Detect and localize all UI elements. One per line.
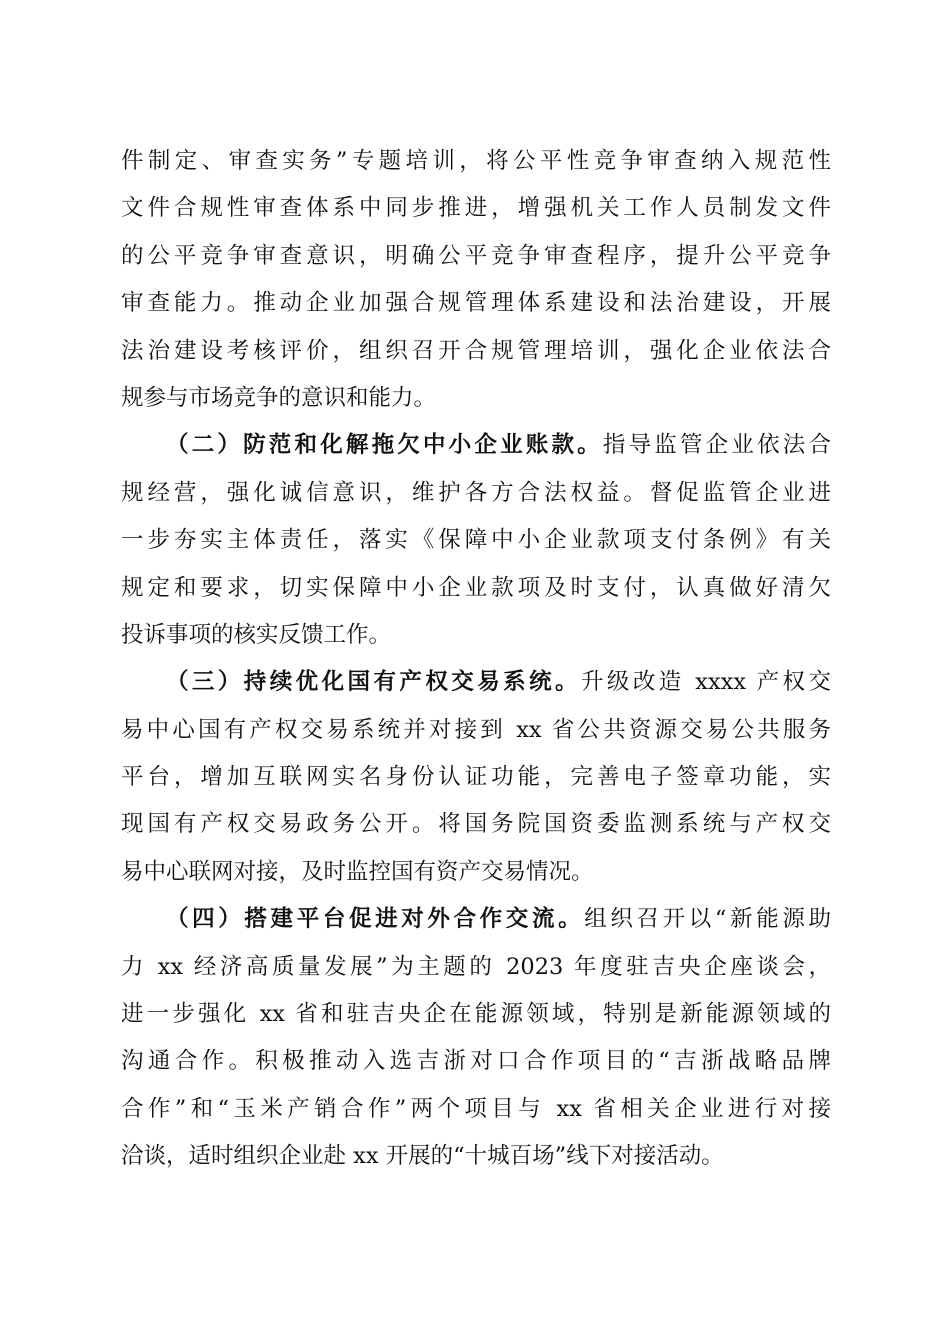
paragraph-line: 投诉事项的核实反馈工作。 [121,621,392,648]
paragraph-2 [121,422,831,659]
paragraph-line: 一步夯实主体责任，落实《保障中小企业款项支付条例》有关 [121,527,831,554]
paragraph-line: 法治建设考核评价，组织召开合规管理培训，强化企业依法合 [121,337,831,364]
paragraph-line: 规参与市场竞争的意识和能力。 [121,384,437,411]
paragraph-line: 平台，增加互联网实名身份认证功能，完善电子签章功能，实 [121,764,831,791]
paragraph-line: 进一步强化 xx 省和驻吉央企在能源领域，特别是新能源领域的 [121,1001,831,1028]
section-heading: （二）防范和化解拖欠中小企业账款。 [166,432,603,459]
paragraph-line: 易中心国有产权交易系统并对接到 xx 省公共资源交易公共服务 [121,716,831,743]
document-body [121,138,831,1181]
paragraph-line: 现国有产权交易政务公开。将国务院国资委监测系统与产权交 [121,811,831,838]
paragraph-text: 指导监管企业依法合 [602,432,831,459]
paragraph-line: 审查能力。推动企业加强合规管理体系建设和法治建设，开展 [121,290,831,317]
paragraph-line: 件制定、审查实务”专题培训，将公平性竞争审查纳入规范性 [121,148,831,174]
paragraph-3 [121,659,831,896]
section-heading: （三）持续优化国有产权交易系统。 [166,669,581,696]
paragraph-1 [121,138,831,422]
paragraph-first-line [121,422,831,469]
paragraph-line: 合作”和“玉米产销合作”两个项目与 xx 省相关企业进行对接 [121,1095,831,1122]
paragraph-line: 的公平竞争审查意识，明确公平竞争审查程序，提升公平竞争 [121,242,831,269]
paragraph-line: 规经营，强化诚信意识，维护各方合法权益。督促监管企业进 [121,479,831,506]
paragraph-text: 组织召开以“新能源助 [584,906,831,933]
paragraph-line: 易中心联网对接，及时监控国有资产交易情况。 [121,858,594,885]
paragraph-first-line [121,659,831,706]
paragraph-line: 洽谈，适时组织企业赴 xx 开展的“十城百场”线下对接活动。 [121,1143,724,1170]
paragraph-line: 规定和要求，切实保障中小企业款项及时支付，认真做好清欠 [121,574,831,601]
paragraph-text: 升级改造 xxxx 产权交 [580,669,831,696]
paragraph-line: 力 xx 经济高质量发展”为主题的 2023 年度驻吉央企座谈会， [121,953,831,980]
paragraph-line: 沟通合作。积极推动入选吉浙对口合作项目的“吉浙战略品牌 [121,1048,831,1075]
paragraph-4 [121,896,831,1180]
paragraph-line: 文件合规性审查体系中同步推进，增强机关工作人员制发文件 [121,195,831,222]
paragraph-first-line [121,896,831,943]
section-heading: （四）搭建平台促进对外合作交流。 [166,906,585,933]
